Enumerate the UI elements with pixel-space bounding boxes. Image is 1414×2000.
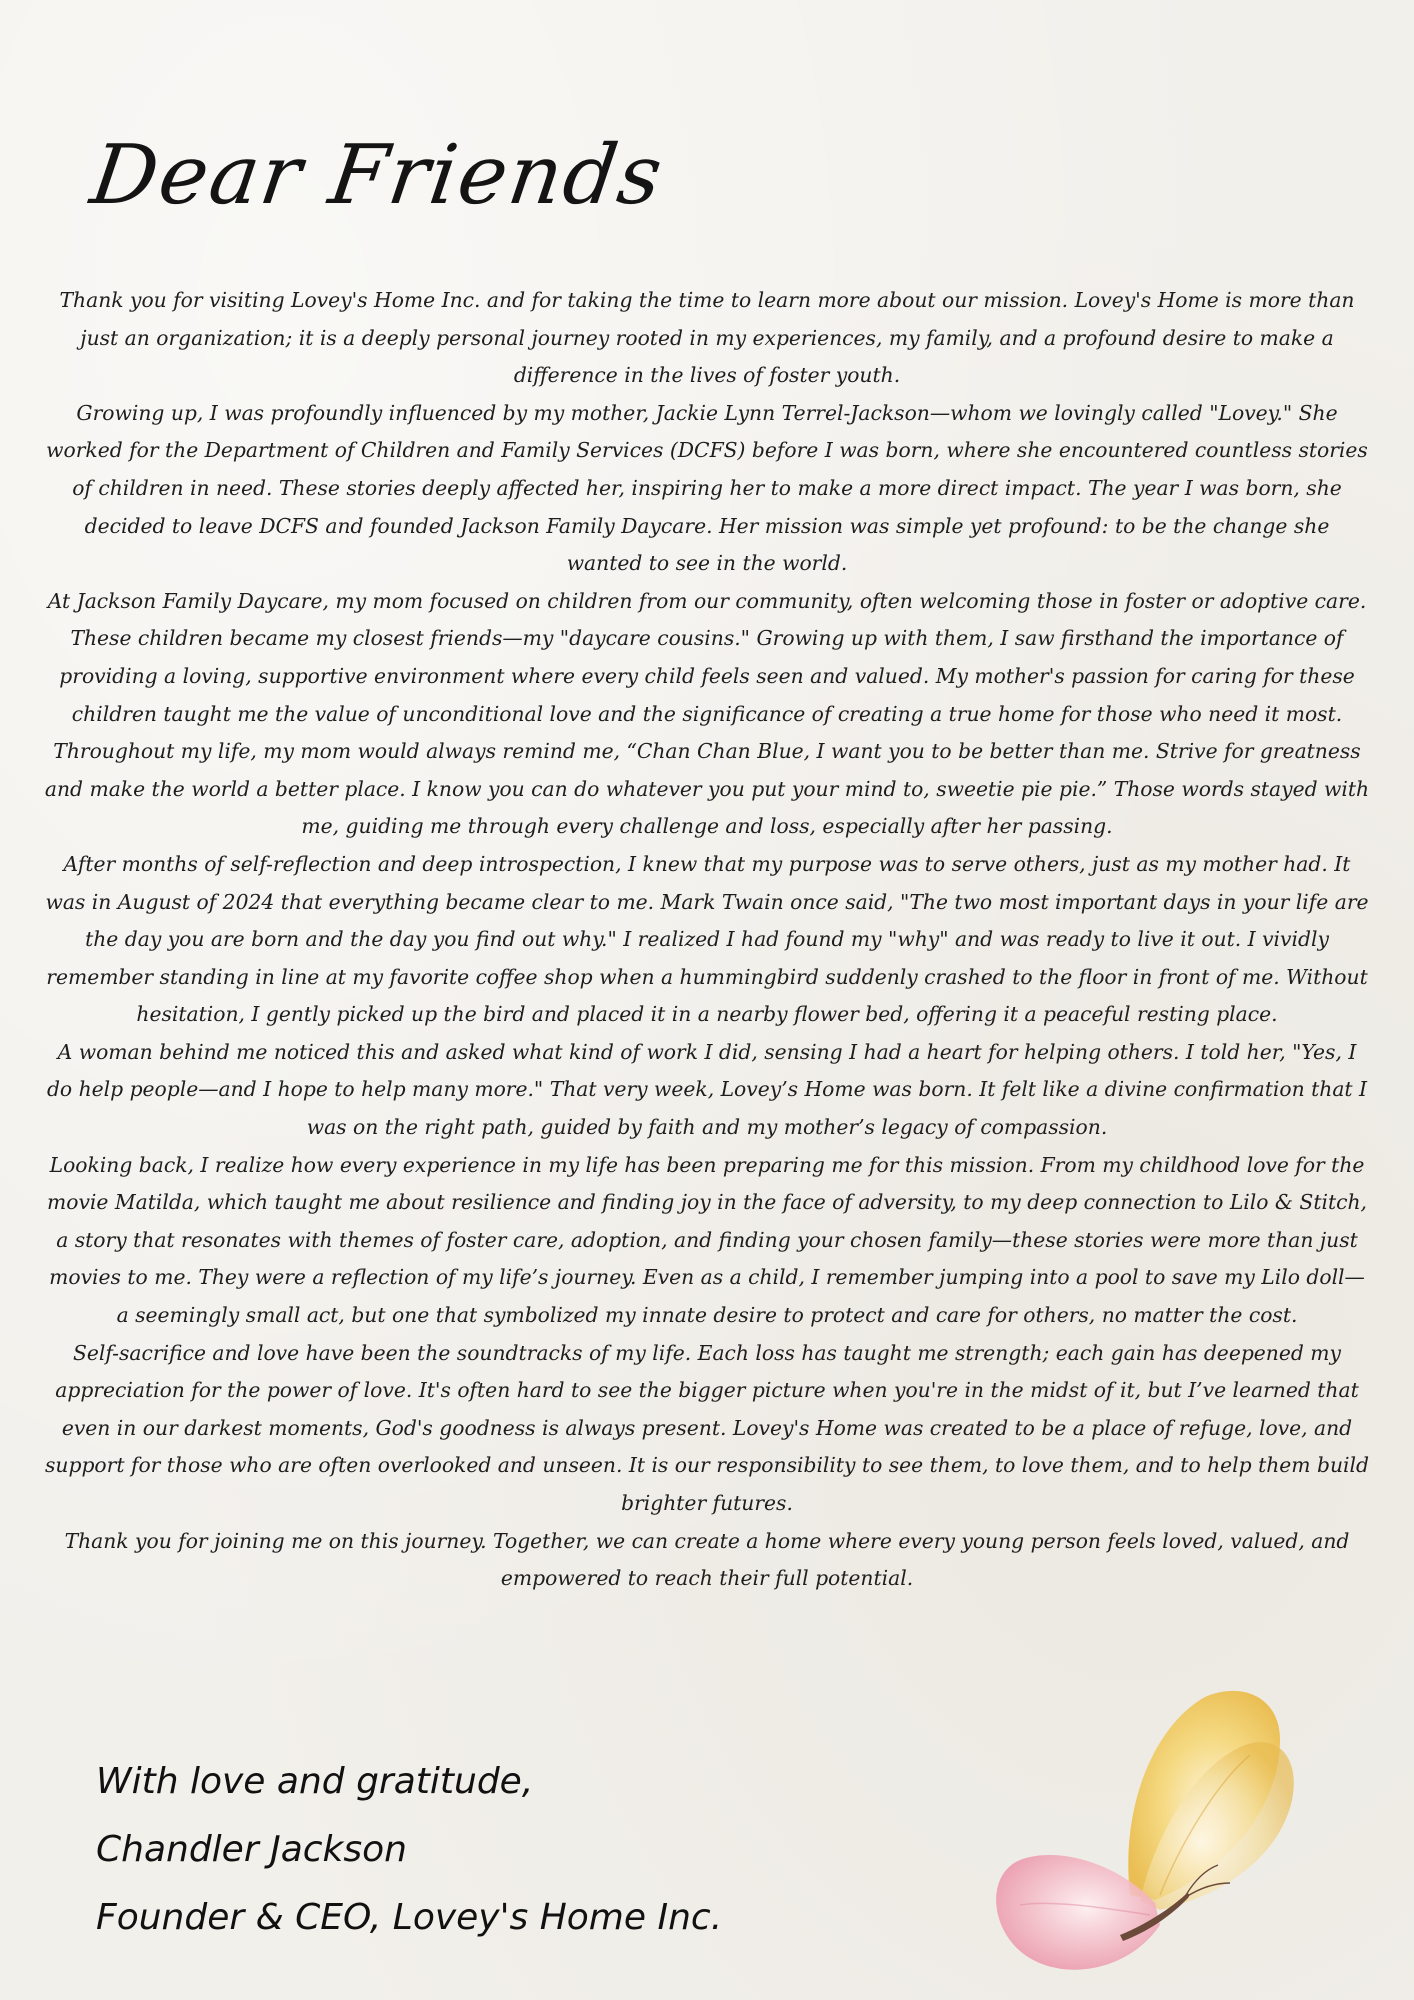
signature-name: Chandler Jackson bbox=[96, 1829, 407, 1870]
butterfly-icon bbox=[980, 1685, 1340, 1985]
signature-closing: With love and gratitude, bbox=[96, 1761, 534, 1802]
letter-paragraph: Growing up, I was profoundly influenced by my mother, Jackie Lynn Terrel-Jackson—whom we lovingly called "Lovey." She worked for the Department of Children and Family Services (DCFS) before I was born, where she encountered countless stories of children in need. These stories deeply affected her, inspiring her to make a more direct impact. The year I was born, she decided to leave DCFS and founded Jackson Family Daycare. Her mission was simple yet profound: to be the change she wanted to see in the world. bbox=[46, 400, 1368, 576]
letter-paragraph: A woman behind me noticed this and asked what kind of work I did, sensing I had a heart for helping others. I told her, "Yes, I do help people—and I hope to help many more." That very week, Lovey’s Home was born. It felt like a divine confirmation that I was on the right path, guided by faith and my mother’s legacy of compassion. bbox=[46, 1039, 1368, 1140]
letter-paragraph: Looking back, I realize how every experience in my life has been preparing me for this mission. From my childhood love for the movie Matilda, which taught me about resilience and finding joy in the face of adversity, to my deep connection to Lilo & Stitch, a story that resonates with themes of foster care, adoption, and finding your chosen family—these stories were more than just movies to me. They were a reflection of my life’s journey. Even as a child, I remember jumping into a pool to save my Lilo doll—a seemingly small act, but one that symbolized my innate desire to protect and care for others, no matter the cost. bbox=[47, 1152, 1367, 1328]
letter-paragraph: Thank you for visiting Lovey's Home Inc. and for taking the time to learn more about our mission. Lovey's Home is more than just an organization; it is a deeply personal journey rooted in my experiences, my family, and a profound desire to make a difference in the lives of foster youth. bbox=[59, 288, 1355, 388]
letter-body bbox=[44, 282, 1370, 1598]
letter-paragraph: At Jackson Family Daycare, my mom focused on children from our community, often welcoming those in foster or adoptive care. These children became my closest friends—my "daycare cousins." Growing up with them, I saw firsthand the importance of providing a loving, supportive environment where every child feels seen and valued. My mother's passion for caring for these children taught me the value of unconditional love and the significance of creating a true home for those who need it most. bbox=[47, 588, 1367, 726]
letter-paragraph: Self-sacrifice and love have been the soundtracks of my life. Each loss has taught me strength; each gain has deepened my appreciation for the power of love. It's often hard to see the bigger picture when you're in the midst of it, but I’ve learned that even in our darkest moments, God's goodness is always present. Lovey's Home was created to be a place of refuge, love, and support for those who are often overlooked and unseen. It is our responsibility to see them, to love them, and to help them build brighter futures. bbox=[45, 1340, 1369, 1515]
signature-block bbox=[96, 1748, 722, 1952]
letter-paragraph: After months of self-reflection and deep introspection, I knew that my purpose was to serve others, just as my mother had. It was in August of 2024 that everything became clear to me. Mark Twain once said, "The two most important days in your life are the day you are born and the day you find out why." I realized I had found my "why" and was ready to live it out. I vividly remember standing in line at my favorite coffee shop when a hummingbird suddenly crashed to the floor in front of me. Without hesitation, I gently picked up the bird and placed it in a nearby flower bed, offering it a peaceful resting place. bbox=[45, 851, 1369, 1027]
letter-paragraph: Throughout my life, my mom would always remind me, “Chan Chan Blue, I want you to be better than me. Strive for greatness and make the world a better place. I know you can do whatever you put your mind to, sweetie pie pie.” Those words stayed with me, guiding me through every challenge and loss, especially after her passing. bbox=[44, 739, 1370, 839]
letter-heading: Dear Friends bbox=[85, 128, 670, 223]
letter-paragraph: Thank you for joining me on this journey. Together, we can create a home where every young person feels loved, valued, and empowered to reach their full potential. bbox=[64, 1528, 1350, 1591]
signature-title: Founder & CEO, Lovey's Home Inc. bbox=[96, 1897, 723, 1938]
